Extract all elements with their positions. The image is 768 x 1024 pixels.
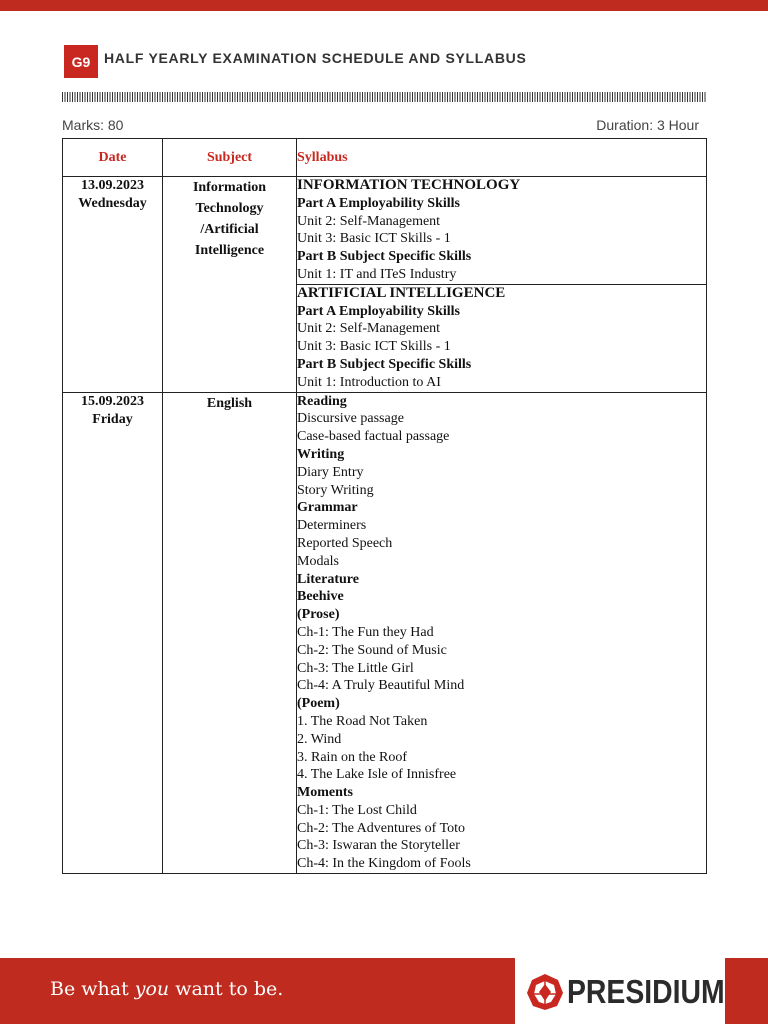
syllabus-item: Unit 3: Basic ICT Skills - 1 xyxy=(297,339,451,355)
grade-badge: G9 xyxy=(64,45,98,78)
syllabus-cell xyxy=(297,392,707,874)
syllabus-item: Ch-2: The Sound of Music xyxy=(297,642,447,658)
syllabus-item: Case-based factual passage xyxy=(297,429,450,445)
footer-tagline: Be what you want to be. xyxy=(50,978,284,1000)
syllabus-heading: Part A Employability Skills xyxy=(297,195,460,211)
syllabus-item: Ch-3: The Little Girl xyxy=(297,660,414,676)
header-date: Date xyxy=(63,139,163,177)
duration-label: Duration: 3 Hour xyxy=(596,117,699,133)
syllabus-heading: Part B Subject Specific Skills xyxy=(297,249,472,265)
syllabus-item: Ch-1: The Lost Child xyxy=(297,802,417,818)
exam-date: 13.09.2023 xyxy=(81,178,144,193)
syllabus-item: Determiners xyxy=(297,518,367,534)
syllabus-heading: ARTIFICIAL INTELLIGENCE xyxy=(297,284,506,301)
syllabus-item: Modals xyxy=(297,553,339,569)
table-row xyxy=(63,177,707,285)
subject-name-line: Intelligence xyxy=(194,243,265,258)
syllabus-heading: INFORMATION TECHNOLOGY xyxy=(297,177,521,193)
syllabus-item: Ch-3: Iswaran the Storyteller xyxy=(297,838,460,854)
subject-cell xyxy=(163,392,297,874)
subject-name-line: English xyxy=(206,395,253,411)
syllabus-item: Ch-4: In the Kingdom of Fools xyxy=(297,856,471,872)
presidium-logo xyxy=(515,958,725,1024)
syllabus-heading: Beehive xyxy=(297,589,344,605)
subject-name-line: /Artificial xyxy=(200,222,259,237)
syllabus-heading: Reading xyxy=(297,393,347,409)
syllabus-item: Unit 1: IT and ITeS Industry xyxy=(297,266,457,282)
decorative-barcode-divider xyxy=(62,92,707,102)
syllabus-item: Unit 2: Self-Management xyxy=(297,213,441,229)
syllabus-cell xyxy=(297,177,707,285)
header-syllabus: Syllabus xyxy=(297,139,707,177)
table-header-row xyxy=(63,139,707,177)
footer-band xyxy=(0,958,768,1024)
table-row xyxy=(63,392,707,874)
subject-cell xyxy=(163,177,297,393)
syllabus-item: Ch-1: The Fun they Had xyxy=(297,624,434,640)
syllabus-heading: Writing xyxy=(297,446,345,462)
syllabus-item: Unit 1: Introduction to AI xyxy=(297,374,441,390)
syllabus-heading: Part A Employability Skills xyxy=(297,303,460,319)
presidium-wordmark: PRESIDIUM xyxy=(567,973,725,1010)
presidium-logo-icon xyxy=(525,972,565,1012)
syllabus-item: Unit 3: Basic ICT Skills - 1 xyxy=(297,231,451,247)
subject-name-line: Technology xyxy=(195,201,264,216)
document-title: HALF YEARLY EXAMINATION SCHEDULE AND SYLLABUS xyxy=(104,50,527,66)
syllabus-item: 2. Wind xyxy=(297,731,342,747)
exam-day: Wednesday xyxy=(78,196,147,211)
syllabus-heading: Literature xyxy=(297,571,359,587)
top-accent-bar xyxy=(0,0,768,11)
syllabus-heading: (Prose) xyxy=(297,607,340,623)
syllabus-item: Discursive passage xyxy=(297,411,404,427)
exam-date-cell xyxy=(63,177,163,393)
syllabus-item: Unit 2: Self-Management xyxy=(297,321,441,337)
syllabus-heading: (Poem) xyxy=(297,696,340,712)
syllabus-item: 1. The Road Not Taken xyxy=(297,713,428,729)
exam-schedule-table xyxy=(62,138,707,874)
syllabus-item: Reported Speech xyxy=(297,535,393,551)
syllabus-heading: Part B Subject Specific Skills xyxy=(297,356,472,372)
syllabus-item: 3. Rain on the Roof xyxy=(297,749,408,765)
exam-date: 15.09.2023 xyxy=(81,393,144,409)
exam-date-cell xyxy=(63,392,163,874)
syllabus-item: Ch-2: The Adventures of Toto xyxy=(297,820,466,836)
syllabus-item: Story Writing xyxy=(297,482,374,498)
syllabus-heading: Moments xyxy=(297,785,353,801)
header-subject: Subject xyxy=(163,139,297,177)
syllabus-cell xyxy=(297,284,707,392)
subject-name-line: Information xyxy=(192,180,267,195)
syllabus-item: Ch-4: A Truly Beautiful Mind xyxy=(297,678,465,694)
exam-day: Friday xyxy=(92,411,133,427)
syllabus-item: Diary Entry xyxy=(297,464,364,480)
syllabus-item: 4. The Lake Isle of Innisfree xyxy=(297,767,457,783)
marks-label: Marks: 80 xyxy=(62,117,124,133)
syllabus-heading: Grammar xyxy=(297,500,358,516)
